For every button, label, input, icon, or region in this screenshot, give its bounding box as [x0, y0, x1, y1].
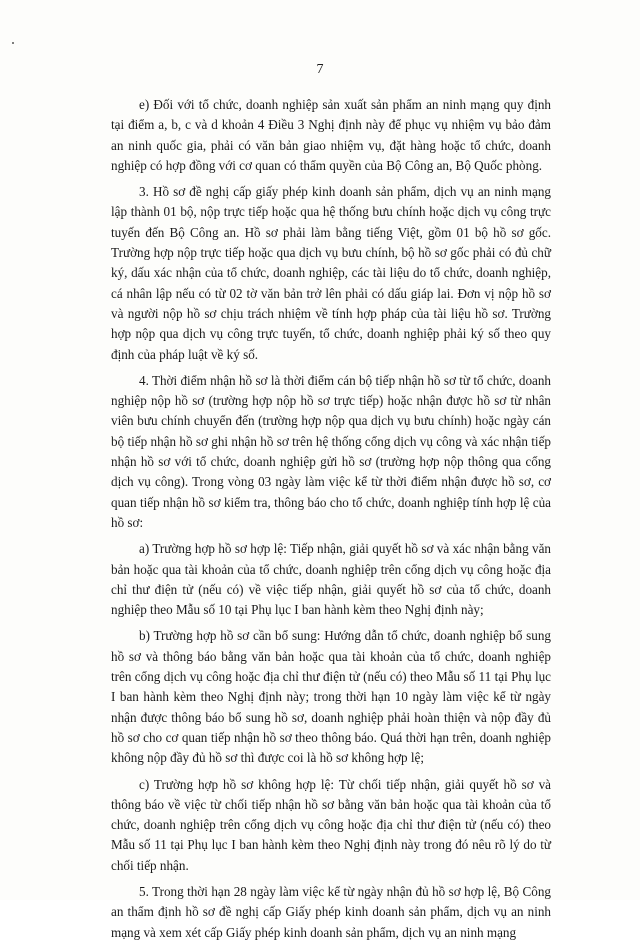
- paragraph-4c-invalid-dossier: c) Trường hợp hồ sơ không hợp lệ: Từ chối tiếp nhận, giải quyết hồ sơ và thông báo về việc từ chối tiếp nhận hồ sơ bằng văn bản hoặc qua tài khoản của tổ chức, doanh nghiệp trên cổng dịch vụ công hoặc địa chỉ thư điện tử (nếu có) theo Mẫu số 11 tại Phụ lục I ban hành kèm theo Nghị định này trong đó nêu rõ lý do từ chối tiếp nhận.: [111, 776, 551, 873]
- paragraph-e-security-products: e) Đối với tổ chức, doanh nghiệp sản xuất sản phẩm an ninh mạng quy định tại điểm a, b, c và d khoản 4 Điều 3 Nghị định này để phục vụ nhiệm vụ bảo đảm an ninh quốc gia, phải có văn bản giao nhiệm vụ, đặt hàng hoặc tổ chức, doanh nghiệp có hợp đồng với cơ quan có thẩm quyền của Bộ Công an, Bộ Quốc phòng.: [111, 97, 551, 173]
- scan-dot: [12, 42, 14, 44]
- document-body: [111, 95, 551, 949]
- page-number: 7: [316, 62, 324, 77]
- paragraph-4b-supplement-dossier: b) Trường hợp hồ sơ cần bổ sung: Hướng dẫn tổ chức, doanh nghiệp bổ sung hồ sơ và thông báo bằng văn bản hoặc qua tài khoản của tổ chức, doanh nghiệp trên cổng dịch vụ công hoặc địa chỉ thư điện tử (nếu có) theo Mẫu số 11 tại Phụ lục I ban hành kèm theo Nghị định này; trong thời hạn 10 ngày làm việc kể từ ngày nhận được thông báo bổ sung hồ sơ, doanh nghiệp phải hoàn thiện và nộp đầy đủ hồ sơ cho cơ quan tiếp nhận hồ sơ theo thông báo. Quá thời hạn trên, doanh nghiệp không nộp đầy đủ hồ sơ thì được coi là hồ sơ không hợp lệ;: [111, 628, 551, 766]
- paragraph-5-appraisal-period: 5. Trong thời hạn 28 ngày làm việc kể từ ngày nhận đủ hồ sơ hợp lệ, Bộ Công an thẩm định hồ sơ đề nghị cấp Giấy phép kinh doanh sản phẩm, dịch vụ an ninh mạng và xem xét cấp Giấy phép kinh doanh sản phẩm, dịch vụ an ninh mạng: [111, 883, 551, 940]
- paragraph-3-application-dossier: 3. Hồ sơ đề nghị cấp giấy phép kinh doanh sản phẩm, dịch vụ an ninh mạng lập thành 01 bộ, nộp trực tiếp hoặc qua hệ thống bưu chính hoặc dịch vụ công trực tuyến đến Bộ Công an. Hồ sơ phải làm bằng tiếng Việt, gồm 01 bộ hồ sơ gốc. Trường hợp nộp trực tiếp hoặc qua dịch vụ bưu chính, bộ hồ sơ gốc phải có đủ chữ ký, dấu xác nhận của tổ chức, doanh nghiệp, các tài liệu do tổ chức, doanh nghiệp, cá nhân lập nếu có từ 02 tờ văn bản trở lên phải có dấu giáp lai. Đơn vị nộp hồ sơ và người nộp hồ sơ chịu trách nhiệm về tính hợp pháp của tài liệu hồ sơ. Trường hợp nộp qua dịch vụ công trực tuyến, tổ chức, doanh nghiệp phải ký số theo quy định của pháp luật về ký số.: [111, 184, 551, 362]
- paragraph-4a-valid-dossier: a) Trường hợp hồ sơ hợp lệ: Tiếp nhận, giải quyết hồ sơ và xác nhận bằng văn bản hoặc qua tài khoản của tổ chức, doanh nghiệp trên cổng dịch vụ công hoặc địa chỉ thư điện tử (nếu có) về việc tiếp nhận, giải quyết hồ sơ của tổ chức, doanh nghiệp theo Mẫu số 10 tại Phụ lục I ban hành kèm theo Nghị định này;: [111, 541, 551, 618]
- paragraph-4-receipt-time: 4. Thời điểm nhận hồ sơ là thời điểm cán bộ tiếp nhận hồ sơ từ tổ chức, doanh nghiệp nộp hồ sơ (trường hợp nộp hồ sơ trực tiếp) hoặc nhận được hồ sơ từ nhân viên bưu chính chuyển đến (trường hợp nộp qua dịch vụ bưu chính) hoặc ngày cán bộ tiếp nhận hồ sơ ghi nhận hồ sơ trên hệ thống cổng dịch vụ công và xác nhận tiếp nhận hồ sơ với tổ chức, doanh nghiệp gửi hồ sơ (trường hợp nộp thông qua cổng dịch vụ công). Trong vòng 03 ngày làm việc kể từ thời điểm nhận được hồ sơ, cơ quan tiếp nhận hồ sơ kiểm tra, thông báo cho tổ chức, doanh nghiệp tính hợp lệ của hồ sơ:: [111, 372, 551, 530]
